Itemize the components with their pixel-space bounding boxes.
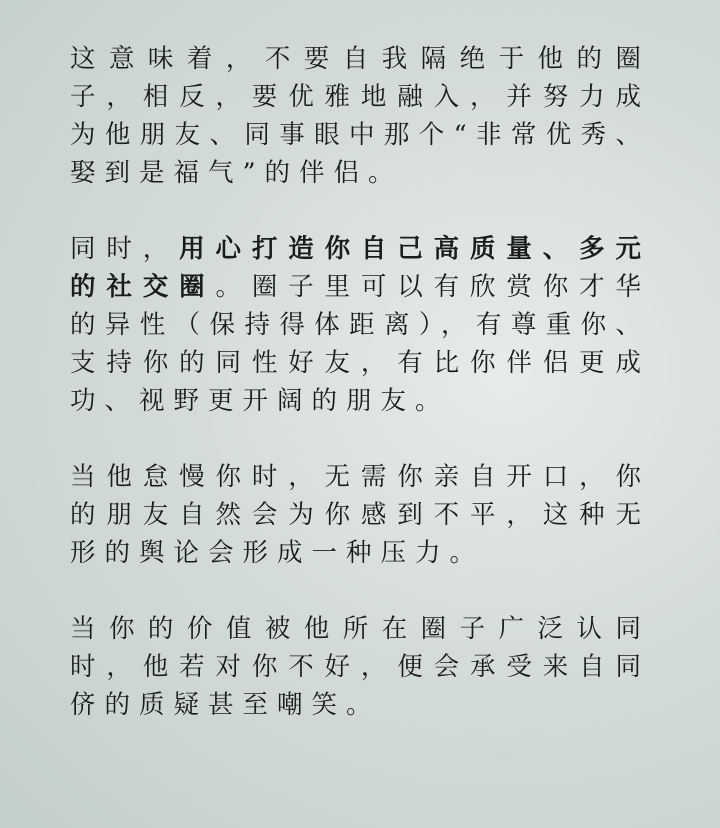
- paragraph-3: [70, 458, 650, 572]
- paragraph-2-lead: 同时，: [70, 234, 180, 264]
- paragraph-1: [70, 40, 650, 192]
- paragraph-2-rest: 。圈子里可以有欣赏你才华的异性（保持得体距离），有尊重你、支持你的同性好友，有比你伴侣更成功、视野更开阔的朋友。: [70, 272, 650, 416]
- paragraph-4-text: 当你的价值被他所在圈子广泛认同时，他若对你不好，便会承受来自同侪的质疑甚至嘲笑。: [70, 614, 650, 720]
- paragraph-4: [70, 610, 650, 724]
- paragraph-1-text: 这意味着，不要自我隔绝于他的圈子，相反，要优雅地融入，并努力成为他朋友、同事眼中那个“非常优秀、娶到是福气”的伴侣。: [70, 44, 650, 188]
- paragraph-2-highlight: 用心打造你自己高质量、多元的社交圈: [70, 234, 650, 302]
- paragraph-2: [70, 230, 650, 420]
- paragraph-3-text: 当他怠慢你时，无需你亲自开口，你的朋友自然会为你感到不平，这种无形的舆论会形成一种压力。: [70, 462, 650, 568]
